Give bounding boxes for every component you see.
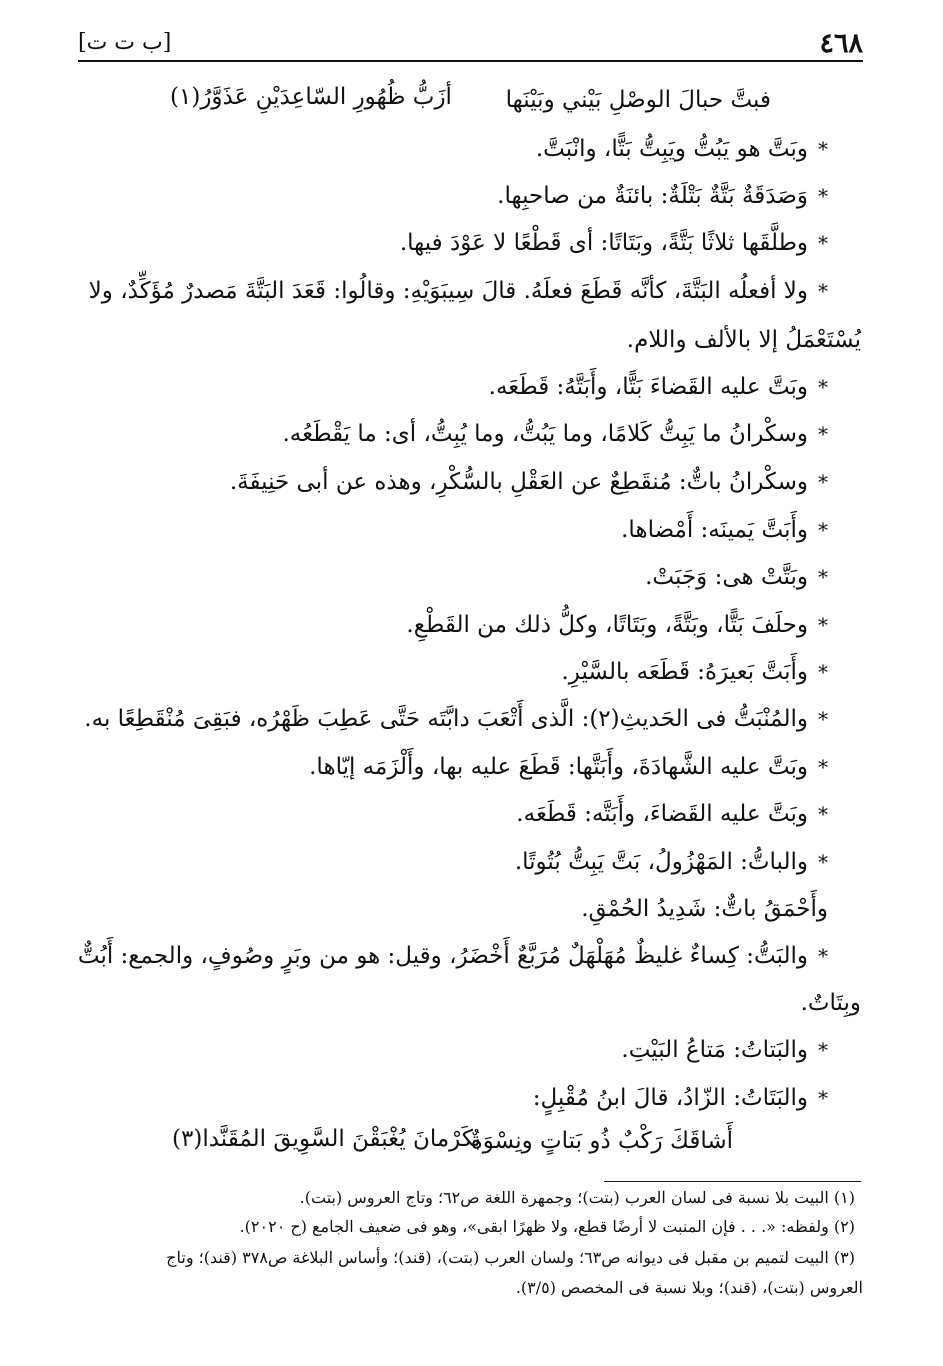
verse-hemistich-left: أزَبُّ ظُهُورِ السّاعِدَيْنِ عَذَوَّرُ(١) <box>170 84 452 110</box>
root-label: [ب ت ت] <box>78 30 172 55</box>
entry-continuation: وبِتَاتٌ. <box>800 990 861 1016</box>
entry-text: وسكْرانُ ما يَبِتُّ كَلامًا، وما يَبُتُّ، وما يُبِتُّ، أى: ما يَقْطَعُه. <box>282 421 808 447</box>
entry-text: وأَبَتَّ بَعيرَهُ: قَطَعَه بالسَّيْرِ. <box>561 659 808 685</box>
entry-marker: * <box>818 279 828 303</box>
entry-text: وبَتَّ هو يَبُتُّ ويَبِتُّ بَتًّا، وانْبَتَّ. <box>535 136 808 162</box>
entry-marker: * <box>818 1086 828 1110</box>
entry-line <box>515 849 828 875</box>
entry-text: وأَحْمَقُ باتٌّ: شَدِيدُ الحُمْقِ. <box>581 896 828 922</box>
entry-text: والبَتُّ: كِساءٌ غليظٌ مُهَلْهَلٌ مُرَبَّعٌ أَخْضَرُ، وقيل: هو من وبَرٍ وصُوفٍ، والجمع: أَبُتٌّ <box>77 943 808 969</box>
entry-line <box>282 421 828 447</box>
entry-marker: * <box>818 518 828 542</box>
entry-line <box>489 374 828 400</box>
footnote: (١) البيت بلا نسبة فى لسان العرب (بتت)؛ وجمهرة اللغة ص٦٢؛ وتاج العروس (بتت). <box>299 1188 855 1207</box>
entry-text: وبَتَّ عليه القَضاءَ، وأَبَتَّه: قَطَعَه. <box>516 801 808 827</box>
footnote: (٣) البيت لتميم بن مقبل فى ديوانه ص٦٣؛ ولسان العرب (بتت)، (قند)؛ وأساس البلاغة ص٣٧٨ (قند)؛ وتاج <box>166 1248 855 1267</box>
entry-marker: * <box>818 802 828 826</box>
entry-line <box>497 183 828 209</box>
entry-marker: * <box>818 707 828 731</box>
entry-line <box>533 1085 828 1111</box>
entry-line <box>516 801 828 827</box>
entry-line <box>89 278 828 304</box>
entry-text: وطلَّقَها ثلاثًا بَتَّةً، وبَتَاتًا: أى قَطْعًا لا عَوْدَ فيها. <box>399 230 808 256</box>
entry-text: وبَتَّتْ هى: وَجَبَتْ. <box>645 564 808 590</box>
entry-continuation: يُسْتَعْمَلُ إلا بالألف واللام. <box>626 327 861 353</box>
entry-line <box>581 896 828 922</box>
page-number: ٤٦٨ <box>819 28 863 59</box>
entry-text: وَصَدَقَةٌ بَتَّةٌ بَتْلَةٌ: بائنَةٌ من صاحبِها. <box>497 183 808 209</box>
entry-text: وبَتَّ عليه القَضاءَ بَتًّا، وأَبَتَّهُ: قَطَعَه. <box>488 374 808 400</box>
entry-line <box>621 1037 828 1063</box>
entry-text: والمُنْبَتُّ فى الحَديثِ(٢): الَّذى أَتْعَبَ دابَّتَه حَتَّى عَطِبَ ظَهْرُه، فبَقِىَ مُنْقَطِعًا به. <box>84 706 808 732</box>
entry-marker: * <box>818 1038 828 1062</box>
entry-line <box>400 230 828 256</box>
entry-line <box>621 517 828 543</box>
entry-marker: * <box>818 184 828 208</box>
entry-text: ولا أفعلُه البَتَّةَ، كأنَّه قَطَعَ فعلَهُ. قالَ سِيبَوَيْهِ: وقالُوا: قَعَدَ البَتَّةَ مَصدرٌ مُؤَكِّدٌ، ولا <box>88 278 808 304</box>
entry-marker: * <box>818 565 828 589</box>
page-header <box>78 26 863 62</box>
entry-text: والبَتاتُ: مَتاعُ البَيْتِ. <box>621 1037 808 1063</box>
entry-text: وحلَفَ بَتًّا، وبَتَّةً، وبَتَاتًا، وكلُّ ذلك من القَطْعِ. <box>406 612 808 638</box>
entry-line <box>536 136 828 162</box>
footnote-separator <box>604 1181 861 1182</box>
entry-text: والبَتَاتُ: الزّادُ، قالَ ابنُ مُقْبِلٍ: <box>532 1085 808 1111</box>
entry-text: وبَتَّ عليه الشَّهادَةَ، وأَبَتَّها: قَطَعَ عليه بها، وأَلْزَمَه إيّاها. <box>309 754 808 780</box>
entry-line <box>561 659 828 685</box>
entry-marker: * <box>818 231 828 255</box>
entry-text: والباتُّ: المَهْزُولُ، بَتَّ يَبِتُّ بُتُوتًا. <box>514 849 808 875</box>
entry-marker: * <box>818 944 828 968</box>
entry-text: وأَبَتَّ يَمينَه: أَمْضاها. <box>621 517 808 543</box>
entry-marker: * <box>818 137 828 161</box>
entry-line <box>78 943 828 969</box>
footnote-continuation: العروس (بتت)، (قند)؛ وبلا نسبة فى المخصص (٣/٥). <box>515 1278 863 1297</box>
entry-marker: * <box>818 613 828 637</box>
entry-line <box>309 754 828 780</box>
verse-hemistich-left: بكَرْمانَ يُغْبَقْنَ السَّوِيقَ المُقَنَّدا(٣) <box>172 1126 481 1152</box>
entry-line <box>84 706 828 732</box>
entry-line <box>406 612 828 638</box>
entry-marker: * <box>818 850 828 874</box>
entry-line <box>645 564 828 590</box>
entry-line <box>230 469 828 495</box>
entry-marker: * <box>818 422 828 446</box>
verse-hemistich-right: أَشاقَكَ رَكْبٌ ذُو بَتاتٍ ونِسْوَةٌ <box>470 1128 733 1154</box>
entry-marker: * <box>818 375 828 399</box>
entry-text: وسكْرانُ باتٌّ: مُنقَطِعٌ عن العَقْلِ بالسُّكْرِ، وهذه عن أبى حَنِيفَةَ. <box>229 469 808 495</box>
entry-marker: * <box>818 470 828 494</box>
verse-hemistich-right: فبتَّ حبالَ الوصْلِ بَيْني وبَيْنَها <box>505 87 771 113</box>
entry-marker: * <box>818 660 828 684</box>
entry-marker: * <box>818 755 828 779</box>
footnote: (٢) ولفظه: «. . . فإن المنبت لا أرضًا قطع، ولا ظهرًا ابقى»، وهو فى ضعيف الجامع (ح ٢٠٢٠). <box>239 1217 855 1236</box>
